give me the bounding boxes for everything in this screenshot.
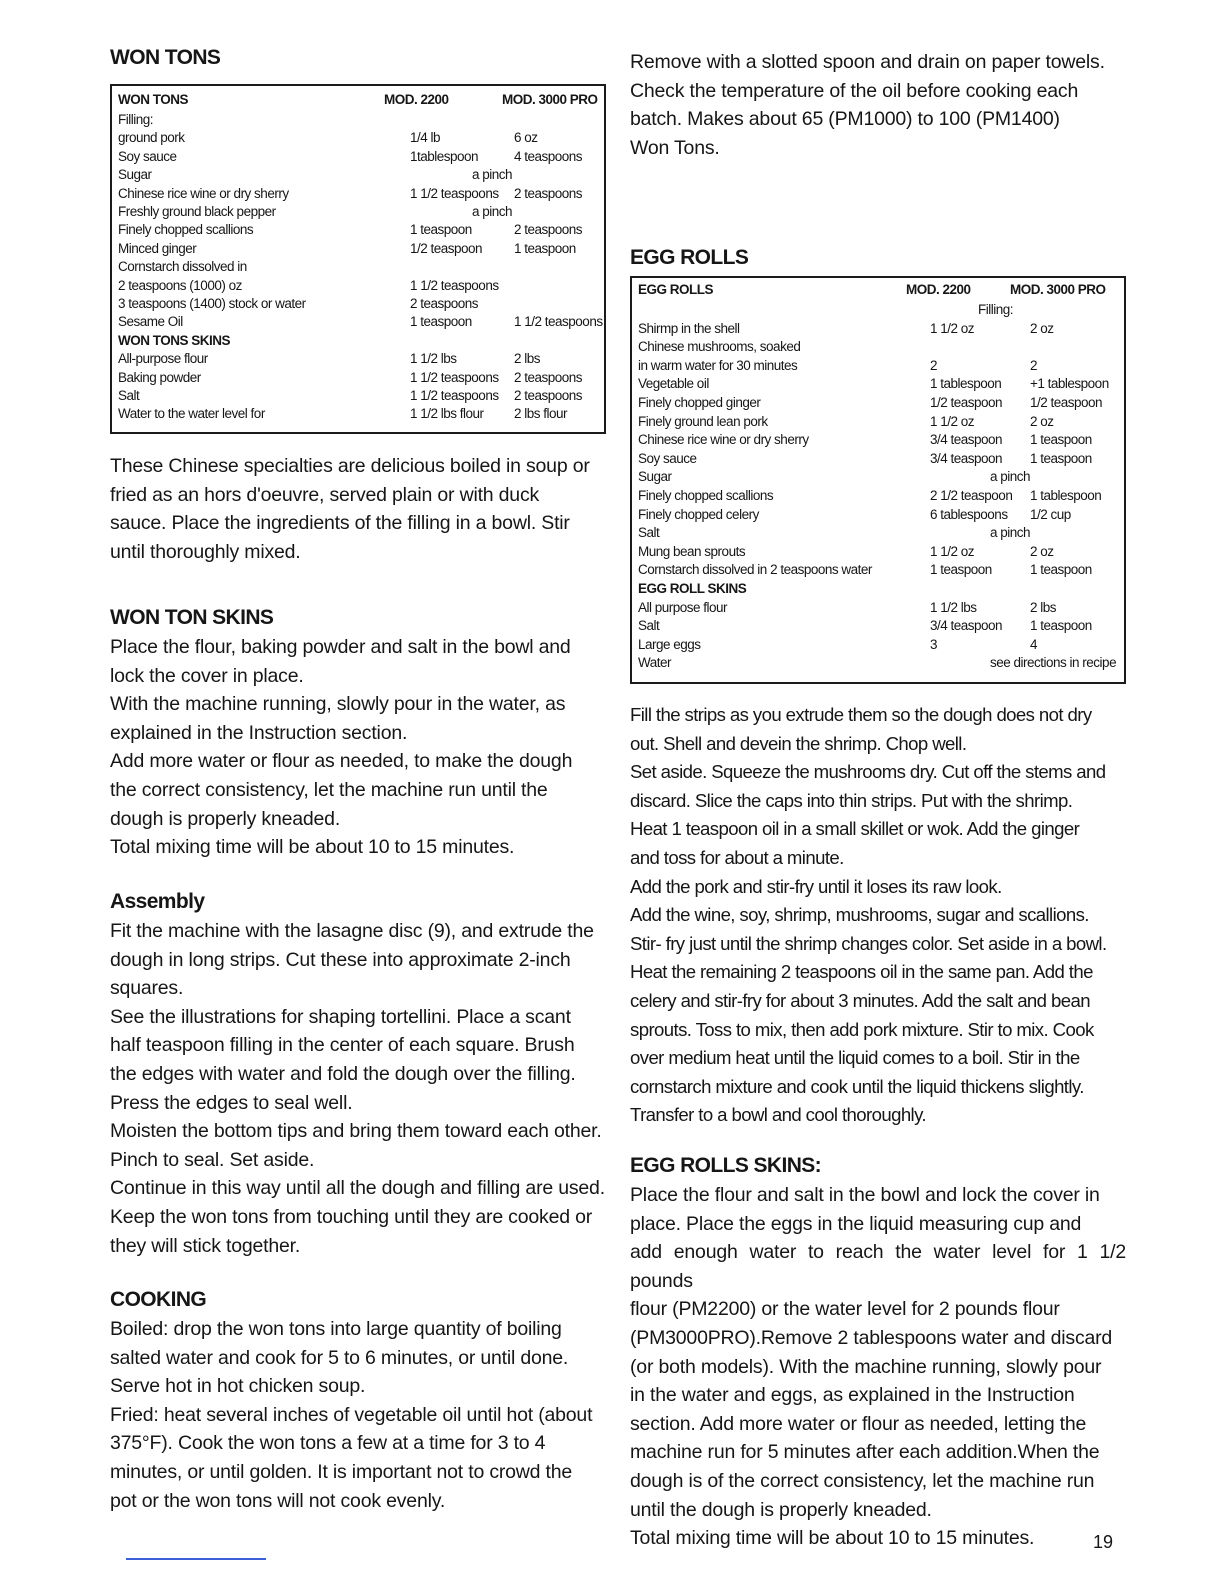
text-line: the edges with water and fold the dough over the filling.	[110, 1062, 576, 1085]
quantity-mod-2200: 1 1/2 teaspoons	[410, 277, 499, 293]
table-row	[118, 259, 598, 277]
text-line: salted water and cook for 5 to 6 minutes, or until done.	[110, 1346, 569, 1369]
egg-rolls-method-text	[630, 701, 1126, 1130]
text-line: out. Shell and devein the shrimp. Chop well.	[630, 732, 967, 754]
ingredient-name: Sugar	[638, 469, 672, 485]
quantity-mod-2200: 3/4 teaspoon	[930, 450, 1003, 466]
quantity-mod-2200: 1 1/2 lbs	[410, 351, 457, 367]
quantity-mod-3000: 2 teaspoons	[514, 369, 583, 385]
quantity-mod-2200: 1tablespoon	[410, 148, 479, 164]
table-row	[118, 149, 598, 167]
text-line: minutes, or until golden. It is important not to crowd the	[110, 1460, 573, 1483]
table-row	[638, 562, 1118, 580]
shared-quantity: a pinch	[472, 167, 513, 183]
won-ton-skins-title: WON TON SKINS	[110, 606, 274, 629]
quantity-mod-2200: 1 1/2 oz	[930, 320, 975, 336]
quantity-mod-2200: 2	[930, 357, 938, 373]
quantity-mod-2200: 1 1/2 teaspoons	[410, 369, 499, 385]
table-row	[638, 581, 1118, 599]
text-line: dough in long strips. Cut these into approximate 2-inch	[110, 948, 571, 971]
shared-quantity: a pinch	[990, 469, 1031, 485]
cooking-title: COOKING	[110, 1288, 207, 1311]
text-line: celery and stir-fry for about 3 minutes. Add the salt and bean	[630, 989, 1090, 1011]
quantity-mod-2200: 1 1/2 lbs flour	[410, 406, 484, 422]
ingredient-name: Water	[638, 655, 672, 671]
text-line: cornstarch mixture and cook until the liquid thickens slightly.	[630, 1075, 1084, 1097]
ingredient-name: Water to the water level for	[118, 406, 265, 422]
quantity-mod-3000: 1 teaspoon	[514, 240, 576, 256]
text-line: Stir- fry just until the shrimp changes color. Set aside in a bowl.	[630, 932, 1107, 954]
assembly-title: Assembly	[110, 890, 205, 913]
quantity-mod-2200: 1 teaspoon	[410, 314, 472, 330]
ingredient-name: 2 teaspoons (1000) oz	[118, 277, 242, 293]
ingredient-name: Filling:	[118, 112, 154, 127]
table-row	[118, 241, 598, 259]
quantity-mod-3000: 2	[1030, 357, 1038, 373]
table-row	[118, 333, 598, 351]
ingredient-name: Finely chopped scallions	[118, 222, 254, 238]
footer-rule	[126, 1558, 266, 1560]
ingredient-name: Chinese rice wine or dry sherry	[638, 432, 809, 448]
text-line: Add the pork and stir-fry until it loses its raw look.	[630, 875, 1002, 897]
text-line: explained in the Instruction section.	[110, 721, 408, 744]
table-row	[638, 544, 1118, 562]
table-row	[118, 130, 598, 148]
text-line: squares.	[110, 977, 184, 1000]
quantity-mod-2200: 1 1/2 teaspoons	[410, 388, 499, 403]
won-tons-intro	[110, 452, 606, 566]
quantity-mod-3000: 1 tablespoon	[1030, 488, 1102, 503]
table-row	[638, 600, 1118, 618]
text-line: Place the flour, baking powder and salt in the bowl and	[110, 636, 571, 658]
quantity-mod-3000: 1 teaspoon	[1030, 432, 1092, 448]
ingredient-name: Finely chopped celery	[638, 506, 759, 522]
table-header-name: WON TONS	[118, 92, 188, 107]
quantity-mod-2200: 1/2 teaspoon	[410, 240, 483, 256]
quantity-mod-2200: 2 teaspoons	[410, 296, 479, 311]
table-header-name: EGG ROLLS	[638, 282, 714, 297]
quantity-mod-3000: 4	[1030, 636, 1038, 652]
text-line: batch. Makes about 65 (PM1000) to 100 (PM1400)	[630, 108, 1060, 131]
table-row	[118, 370, 598, 388]
won-tons-continued-text	[630, 48, 1126, 162]
text-line: Won Tons.	[630, 136, 720, 159]
shared-quantity: a pinch	[990, 525, 1031, 541]
text-line: the correct consistency, let the machine run until the	[110, 778, 548, 801]
table-header-row	[638, 282, 1118, 300]
text-line: Fill the strips as you extrude them so the dough does not dry	[630, 704, 1092, 725]
quantity-mod-2200: 3	[930, 636, 938, 652]
won-tons-title: WON TONS	[110, 46, 221, 69]
table-row	[638, 507, 1118, 525]
text-line: lock the cover in place.	[110, 664, 304, 687]
quantity-mod-2200: 6 tablespoons	[930, 506, 1008, 522]
ingredient-name: Finely chopped ginger	[638, 395, 761, 410]
table-row	[118, 406, 598, 424]
table-row	[638, 414, 1118, 432]
text-line: Transfer to a bowl and cool thoroughly.	[630, 1104, 926, 1126]
ingredient-name: EGG ROLL SKINS	[638, 581, 747, 596]
quantity-mod-3000: 2 oz	[1030, 543, 1054, 559]
text-line: Keep the won tons from touching until they are cooked or	[110, 1205, 593, 1228]
text-line: Boiled: drop the won tons into large quantity of boiling	[110, 1318, 562, 1340]
shared-quantity: a pinch	[472, 204, 513, 219]
text-line: until the dough is properly kneaded.	[630, 1498, 932, 1521]
text-line: Place the flour and salt in the bowl and lock the cover in	[630, 1184, 1100, 1206]
ingredient-name: Finely ground lean pork	[638, 413, 768, 429]
text-line: dough is of the correct consistency, let the machine run	[630, 1469, 1095, 1492]
text-line: Fit the machine with the lasagne disc (9), and extrude the	[110, 920, 594, 942]
text-line: flour (PM2200) or the water level for 2 pounds flour	[630, 1298, 1060, 1321]
quantity-mod-3000: 1/2 cup	[1030, 506, 1071, 522]
quantity-mod-3000: 4 teaspoons	[514, 148, 583, 164]
ingredient-name: Baking powder	[118, 369, 201, 385]
table-row	[638, 655, 1118, 673]
ingredient-name: All purpose flour	[638, 599, 728, 615]
text-line: Total mixing time will be about 10 to 15 minutes.	[630, 1527, 1035, 1550]
text-line: over medium heat until the liquid comes to a boil. Stir in the	[630, 1047, 1080, 1069]
quantity-mod-3000: 2 oz	[1030, 413, 1054, 429]
text-line: Pinch to seal. Set aside.	[110, 1148, 315, 1171]
egg-rolls-ingredients-table	[630, 276, 1126, 684]
assembly-text	[110, 917, 606, 1260]
text-line: These Chinese specialties are delicious boiled in soup or	[110, 455, 590, 477]
table-row	[638, 395, 1118, 413]
text-line: sauce. Place the ingredients of the filling in a bowl. Stir	[110, 512, 570, 535]
text-line: half teaspoon filling in the center of each square. Brush	[110, 1034, 575, 1057]
table-header-mod-2200: MOD. 2200	[906, 282, 971, 297]
text-line: Remove with a slotted spoon and drain on paper towels.	[630, 51, 1105, 73]
text-line: (or both models). With the machine running, slowly pour	[630, 1355, 1102, 1378]
ingredient-name: Salt	[638, 618, 660, 634]
text-line: Add more water or flour as needed, to make the dough	[110, 750, 573, 773]
ingredient-name: Sugar	[118, 167, 152, 183]
quantity-mod-3000: 6 oz	[514, 130, 538, 146]
shared-quantity: see directions in recipe	[990, 655, 1117, 671]
quantity-mod-2200: 1/2 teaspoon	[930, 395, 1003, 410]
text-line: Heat the remaining 2 teaspoons oil in the same pan. Add the	[630, 961, 1093, 983]
won-ton-skins-text	[110, 633, 606, 862]
quantity-mod-3000: 1 teaspoon	[1030, 450, 1092, 466]
table-row	[118, 112, 598, 130]
quantity-mod-3000: 1/2 teaspoon	[1030, 395, 1103, 410]
text-line: Serve hot in hot chicken soup.	[110, 1375, 366, 1398]
text-line: With the machine running, slowly pour in the water, as	[110, 693, 566, 716]
quantity-mod-3000: 2 lbs flour	[514, 406, 568, 422]
text-line: machine run for 5 minutes after each addition.When the	[630, 1441, 1100, 1464]
ingredient-name: Salt	[638, 525, 660, 541]
table-row	[118, 167, 598, 185]
quantity-mod-2200: 1 tablespoon	[930, 376, 1002, 392]
text-line: they will stick together.	[110, 1234, 301, 1257]
table-row	[638, 339, 1118, 357]
ingredient-name: Sesame Oil	[118, 314, 183, 330]
quantity-mod-3000: 1 teaspoon	[1030, 562, 1092, 578]
table-row	[638, 618, 1118, 636]
table-row	[638, 432, 1118, 450]
quantity-mod-2200: 1 teaspoon	[930, 562, 992, 578]
ingredient-name: All-purpose flour	[118, 351, 208, 367]
quantity-mod-2200: 1 1/2 oz	[930, 413, 975, 429]
text-line: Heat 1 teaspoon oil in a small skillet or wok. Add the ginger	[630, 818, 1080, 840]
egg-rolls-title: EGG ROLLS	[630, 246, 749, 269]
ingredient-name: Chinese mushrooms, soaked	[638, 339, 801, 355]
quantity-mod-3000: +1 tablespoon	[1030, 376, 1109, 392]
won-tons-ingredients-table	[110, 84, 606, 434]
ingredient-name: 3 teaspoons (1400) stock or water	[118, 296, 306, 311]
egg-rolls-skins-title: EGG ROLLS SKINS:	[630, 1154, 822, 1177]
text-line: Set aside. Squeeze the mushrooms dry. Cut off the stems and	[630, 761, 1106, 783]
text-line: Continue in this way until all the dough and filling are used.	[110, 1177, 605, 1200]
quantity-mod-3000: 2 teaspoons	[514, 222, 583, 238]
ingredient-name: WON TONS SKINS	[118, 332, 231, 348]
text-line: section. Add more water or flour as needed, letting the	[630, 1412, 1087, 1435]
ingredient-name: Freshly ground black pepper	[118, 204, 276, 219]
table-row	[638, 451, 1118, 469]
ingredient-name: Soy sauce	[118, 148, 177, 164]
ingredient-name: Cornstarch dissolved in	[118, 259, 247, 275]
ingredient-name: Shirmp in the shell	[638, 320, 740, 336]
table-row	[118, 204, 598, 222]
quantity-mod-2200: 1/4 lb	[410, 130, 441, 146]
ingredient-name: Finely chopped scallions	[638, 488, 774, 503]
quantity-mod-3000: 2 lbs	[514, 351, 541, 367]
table-row	[118, 222, 598, 240]
text-line: in the water and eggs, as explained in the Instruction	[630, 1384, 1075, 1407]
table-row	[118, 278, 598, 296]
table-row	[638, 525, 1118, 543]
quantity-mod-2200: 2 1/2 teaspoon	[930, 488, 1013, 503]
cooking-text	[110, 1315, 606, 1515]
text-line: sprouts. Toss to mix, then add pork mixture. Stir to mix. Cook	[630, 1018, 1094, 1040]
text-line: discard. Slice the caps into thin strips. Put with the shrimp.	[630, 789, 1073, 811]
filling-label: Filling:	[978, 302, 1014, 317]
table-row	[118, 388, 598, 406]
table-row	[638, 469, 1118, 487]
table-row	[118, 314, 603, 332]
text-line: Add the wine, soy, shrimp, mushrooms, sugar and scallions.	[630, 904, 1089, 926]
ingredient-name: Chinese rice wine or dry sherry	[118, 185, 289, 201]
quantity-mod-3000: 2 teaspoons	[514, 185, 583, 201]
ingredient-name: in warm water for 30 minutes	[638, 357, 798, 373]
table-row	[638, 358, 1118, 376]
ingredient-name: Large eggs	[638, 636, 701, 652]
quantity-mod-3000: 2 teaspoons	[514, 388, 583, 403]
quantity-mod-2200: 1 1/2 lbs	[930, 599, 977, 615]
text-line: Total mixing time will be about 10 to 15 minutes.	[110, 836, 515, 859]
ingredient-name: Minced ginger	[118, 240, 197, 256]
table-row	[118, 296, 598, 314]
table-filling-row	[638, 302, 1118, 320]
quantity-mod-2200: 3/4 teaspoon	[930, 618, 1003, 634]
text-line: pot or the won tons will not cook evenly.	[110, 1489, 446, 1512]
table-row	[638, 321, 1118, 339]
table-row	[638, 637, 1118, 655]
ingredient-name: Mung bean sprouts	[638, 543, 746, 559]
table-row	[118, 351, 598, 369]
quantity-mod-2200: 1 1/2 oz	[930, 543, 975, 559]
ingredient-name: Vegetable oil	[638, 376, 709, 392]
text-line: 375°F). Cook the won tons a few at a time for 3 to 4	[110, 1432, 546, 1455]
text-line: Check the temperature of the oil before cooking each	[630, 79, 1079, 102]
quantity-mod-3000: 2 oz	[1030, 320, 1054, 336]
text-line: dough is properly kneaded.	[110, 807, 341, 830]
text-line: See the illustrations for shaping tortellini. Place a scant	[110, 1005, 571, 1028]
text-line: Fried: heat several inches of vegetable oil until hot (about	[110, 1403, 593, 1426]
ingredient-name: Soy sauce	[638, 450, 697, 466]
table-header-row	[118, 92, 598, 110]
table-header-mod-3000: MOD. 3000 PRO	[1010, 282, 1106, 297]
quantity-mod-2200: 3/4 teaspoon	[930, 432, 1003, 448]
ingredient-name: Salt	[118, 388, 140, 403]
text-line: fried as an hors d'oeuvre, served plain or with duck	[110, 483, 540, 506]
text-line: place. Place the eggs in the liquid measuring cup and	[630, 1212, 1082, 1235]
text-line: Press the edges to seal well.	[110, 1091, 353, 1114]
table-row	[638, 376, 1118, 394]
text-line: add enough water to reach the water level for 1 1/2 pounds	[630, 1241, 1126, 1292]
quantity-mod-2200: 1 1/2 teaspoons	[410, 185, 499, 201]
text-line: Moisten the bottom tips and bring them toward each other.	[110, 1120, 602, 1143]
ingredient-name: ground pork	[118, 130, 185, 146]
table-header-mod-2200: MOD. 2200	[384, 92, 449, 107]
quantity-mod-3000: 1 teaspoon	[1030, 618, 1092, 634]
ingredient-name: Cornstarch dissolved in 2 teaspoons water	[638, 562, 872, 578]
quantity-mod-2200: 1 teaspoon	[410, 222, 472, 238]
page-number: 19	[1093, 1532, 1114, 1552]
table-row	[118, 186, 598, 204]
table-row	[638, 488, 1118, 506]
quantity-mod-3000: 1 1/2 teaspoons	[514, 314, 603, 330]
egg-rolls-skins-text	[630, 1181, 1126, 1553]
table-header-mod-3000: MOD. 3000 PRO	[502, 92, 598, 107]
text-line: (PM3000PRO).Remove 2 tablespoons water and discard	[630, 1326, 1113, 1349]
quantity-mod-3000: 2 lbs	[1030, 599, 1057, 615]
text-line: and toss for about a minute.	[630, 846, 844, 868]
text-line: until thoroughly mixed.	[110, 540, 301, 563]
